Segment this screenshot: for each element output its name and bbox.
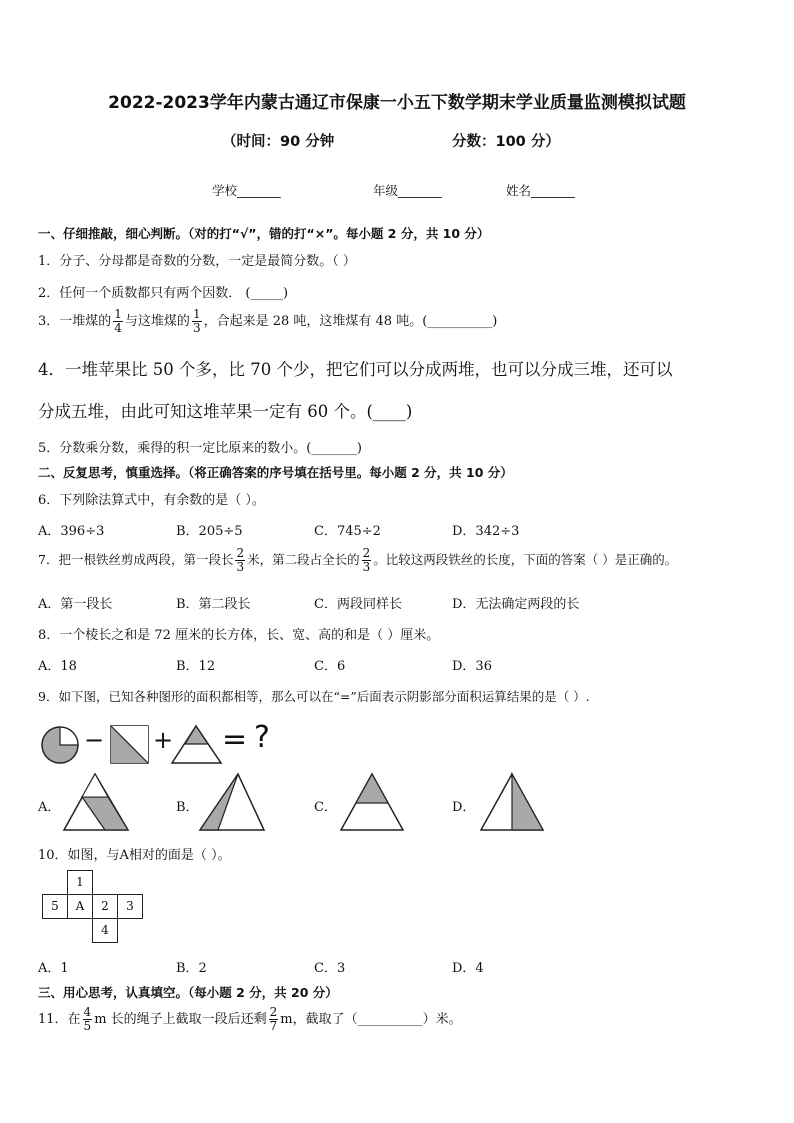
triangle-top-shape [172, 726, 221, 763]
question-mark: ? [254, 720, 270, 755]
square-half-shape [111, 726, 148, 763]
net-face-4: 4 [92, 918, 118, 943]
question-7 [38, 547, 677, 574]
question-4-line-1: 4．一堆苹果比 50 个多，比 70 个少，把它们可以分成两堆，也可以分成三堆，还可以 [38, 360, 673, 379]
q3-text-b: 与这堆煤的 [124, 314, 190, 329]
exam-score: 分数：100 分） [452, 134, 560, 150]
q9-option-a-triangle[interactable] [62, 772, 130, 832]
question-11 [38, 1006, 462, 1033]
name-field[interactable]: 姓名_______ [506, 183, 575, 198]
q9-option-b[interactable]: B． [176, 800, 199, 815]
q7-fraction-2: $\frac{2}{3}$ [362, 546, 371, 574]
q7-text-a: 7．把一根铁丝剪成两段，第一段长 [38, 552, 234, 567]
section-2-heading: 二、反复思考，慎重选择。（将正确答案的序号填在括号里。每小题 2 分，共 10 分） [38, 465, 513, 480]
q11-fraction-2: $\frac{2}{7}$ [269, 1005, 278, 1033]
q11-text-b: m 长的绳子上截取一段后还剩 [94, 1012, 267, 1027]
net-face-1: 1 [67, 870, 93, 895]
q7-option-b[interactable]: B．第二段长 [176, 597, 251, 612]
q8-option-c[interactable]: C．6 [314, 659, 346, 674]
q3-text-a: 3．一堆煤的 [38, 314, 112, 329]
question-3 [38, 308, 497, 335]
question-10: 10．如图，与A相对的面是（ ）。 [38, 848, 231, 863]
q6-option-c[interactable]: C．745÷2 [314, 524, 381, 539]
grade-field[interactable]: 年级_______ [373, 183, 442, 198]
q8-option-a[interactable]: A．18 [38, 659, 77, 674]
minus-sign: − [84, 726, 105, 754]
q11-fraction-1: $\frac{4}{5}$ [83, 1005, 92, 1033]
section-1-heading: 一、仔细推敲，细心判断。（对的打“√”，错的打“×”。每小题 2 分，共 10 分） [38, 226, 490, 241]
question-2: 2．任何一个质数都只有两个因数． (_____) [38, 286, 289, 301]
q9-option-b-triangle[interactable] [198, 772, 266, 832]
q9-option-d[interactable]: D． [452, 800, 476, 815]
question-1: 1．分子、分母都是奇数的分数，一定是最简分数。（ ） [38, 254, 356, 269]
q6-option-a[interactable]: A．396÷3 [38, 524, 105, 539]
question-8: 8．一个棱长之和是 72 厘米的长方体，长、宽、高的和是（ ）厘米。 [38, 628, 440, 643]
q7-option-a[interactable]: A．第一段长 [38, 597, 113, 612]
q7-fraction-1: $\frac{2}{3}$ [236, 546, 245, 574]
net-face-3: 3 [117, 894, 143, 919]
q8-option-b[interactable]: B．12 [176, 659, 216, 674]
page-title: 2022-2023学年内蒙古通辽市保康一小五下数学期末学业质量监测模拟试题 [108, 93, 686, 113]
circle-quarter-shape [42, 727, 78, 763]
q9-option-d-triangle[interactable] [480, 772, 548, 832]
net-face-a: A [67, 894, 93, 919]
q3-text-c: ，合起来是 28 吨，这堆煤有 48 吨。(__________) [203, 314, 498, 329]
school-field[interactable]: 学校_______ [212, 183, 281, 198]
net-face-5: 5 [42, 894, 68, 919]
cube-net [38, 870, 148, 942]
q9-option-c-triangle[interactable] [340, 772, 408, 832]
q6-option-d[interactable]: D．342÷3 [452, 524, 520, 539]
exam-time: （时间：90 分钟 [222, 134, 335, 150]
question-6: 6．下列除法算式中，有余数的是（ ）。 [38, 493, 265, 508]
q3-fraction-1: $\frac{1}{4}$ [114, 307, 122, 335]
q10-option-c[interactable]: C．3 [314, 961, 346, 976]
net-face-2: 2 [92, 894, 118, 919]
q3-fraction-2: $\frac{1}{3}$ [192, 307, 201, 335]
q7-text-b: 米，第二段占全长的 [247, 552, 360, 567]
q9-option-c[interactable]: C． [314, 800, 337, 815]
question-9: 9．如下图，已知各种图形的面积都相等，那么可以在“=”后面表示阴影部分面积运算结果的是（ ）. [38, 689, 590, 704]
q8-option-d[interactable]: D．36 [452, 659, 492, 674]
q10-option-d[interactable]: D．4 [452, 961, 484, 976]
q6-option-b[interactable]: B．205÷5 [176, 524, 243, 539]
plus-sign: + [153, 726, 174, 754]
q10-option-a[interactable]: A．1 [38, 961, 69, 976]
section-3-heading: 三、用心思考，认真填空。（每小题 2 分，共 20 分） [38, 985, 338, 1000]
q7-text-c: 。比较这两段铁丝的长度，下面的答案（ ）是正确的。 [373, 552, 678, 567]
q7-option-d[interactable]: D．无法确定两段的长 [452, 597, 580, 612]
question-5: 5．分数乘分数，乘得的积一定比原来的数小。(_______) [38, 441, 362, 456]
q9-option-a[interactable]: A． [38, 800, 61, 815]
equals-sign: = [222, 722, 248, 757]
q11-text-c: m，截取了（__________）米。 [280, 1012, 462, 1027]
q7-option-c[interactable]: C．两段同样长 [314, 597, 402, 612]
q11-text-a: 11．在 [38, 1012, 81, 1027]
question-4-line-2: 分成五堆，由此可知这堆苹果一定有 60 个。(____) [38, 402, 413, 421]
q10-option-b[interactable]: B．2 [176, 961, 207, 976]
